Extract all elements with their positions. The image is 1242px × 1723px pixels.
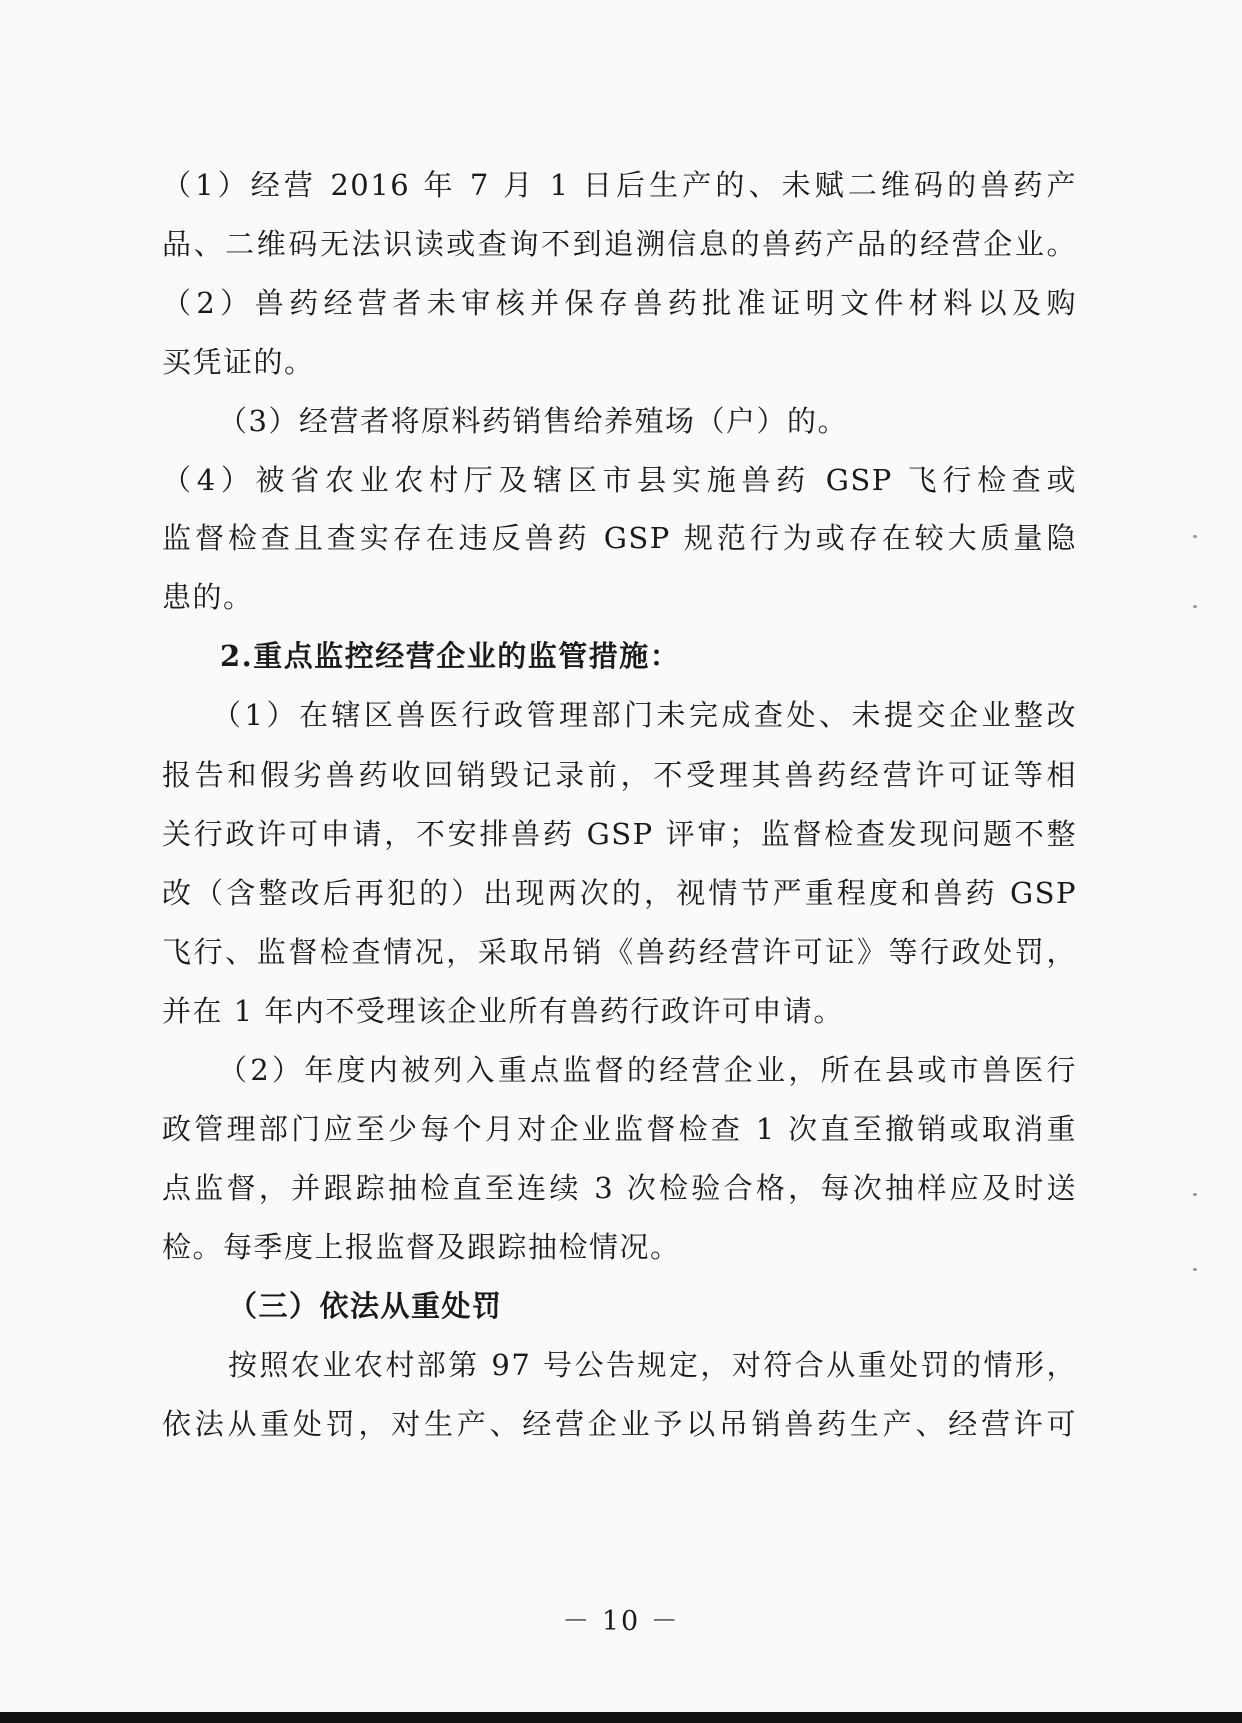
scan-speck — [1193, 535, 1197, 538]
paragraph-line: （3）经营者将原料药销售给养殖场（户）的。 — [218, 404, 848, 438]
paragraph-line: 并在 1 年内不受理该企业所有兽药行政许可申请。 — [162, 994, 844, 1028]
paragraph-line: 买凭证的。 — [162, 345, 315, 379]
paragraph-line: 政管理部门应至少每个月对企业监督检查 1 次直至撤销或取消重 — [162, 1112, 1077, 1146]
paragraph-line: （4）被省农业农村厅及辖区市县实施兽药 GSP 飞行检查或 — [162, 463, 1077, 497]
paragraph-line: 关行政许可申请，不安排兽药 GSP 评审；监督检查发现问题不整 — [162, 817, 1077, 851]
paragraph-line: 改（含整改后再犯的）出现两次的，视情节严重程度和兽药 GSP — [162, 876, 1077, 910]
scan-bottom-edge — [0, 1712, 1242, 1723]
paragraph-line: （1）在辖区兽医行政管理部门未完成查处、未提交企业整改 — [212, 698, 1077, 732]
paragraph-line: 品、二维码无法识读或查询不到追溯信息的兽药产品的经营企业。 — [162, 227, 1077, 261]
paragraph-line: 按照农业农村部第 97 号公告规定，对符合从重处罚的情形， — [228, 1348, 1077, 1382]
paragraph-line: （2）兽药经营者未审核并保存兽药批准证明文件材料以及购 — [162, 286, 1077, 320]
paragraph-line: 检。每季度上报监督及跟踪抽检情况。 — [162, 1230, 681, 1264]
scan-speck — [1193, 605, 1197, 608]
scan-speck — [1193, 1193, 1197, 1196]
paragraph-line: 报告和假劣兽药收回销毁记录前，不受理其兽药经营许可证等相 — [162, 758, 1077, 792]
page-number: － 10 － — [562, 1606, 680, 1637]
paragraph-line: 点监督，并跟踪抽检直至连续 3 次检验合格，每次抽样应及时送 — [162, 1171, 1077, 1205]
paragraph-line: 飞行、监督检查情况，采取吊销《兽药经营许可证》等行政处罚， — [162, 935, 1077, 969]
scan-speck — [1193, 1268, 1197, 1271]
section-heading: （三）依法从重处罚 — [228, 1289, 503, 1323]
paragraph-line: （1）经营 2016 年 7 月 1 日后生产的、未赋二维码的兽药产 — [162, 168, 1077, 202]
paragraph-line: （2）年度内被列入重点监督的经营企业，所在县或市兽医行 — [218, 1053, 1077, 1087]
paragraph-line: 患的。 — [162, 580, 254, 614]
paragraph-line: 监督检查且查实存在违反兽药 GSP 规范行为或存在较大质量隐 — [162, 521, 1077, 555]
section-heading: 2.重点监控经营企业的监管措施： — [220, 639, 681, 673]
paragraph-line: 依法从重处罚，对生产、经营企业予以吊销兽药生产、经营许可 — [162, 1407, 1077, 1441]
